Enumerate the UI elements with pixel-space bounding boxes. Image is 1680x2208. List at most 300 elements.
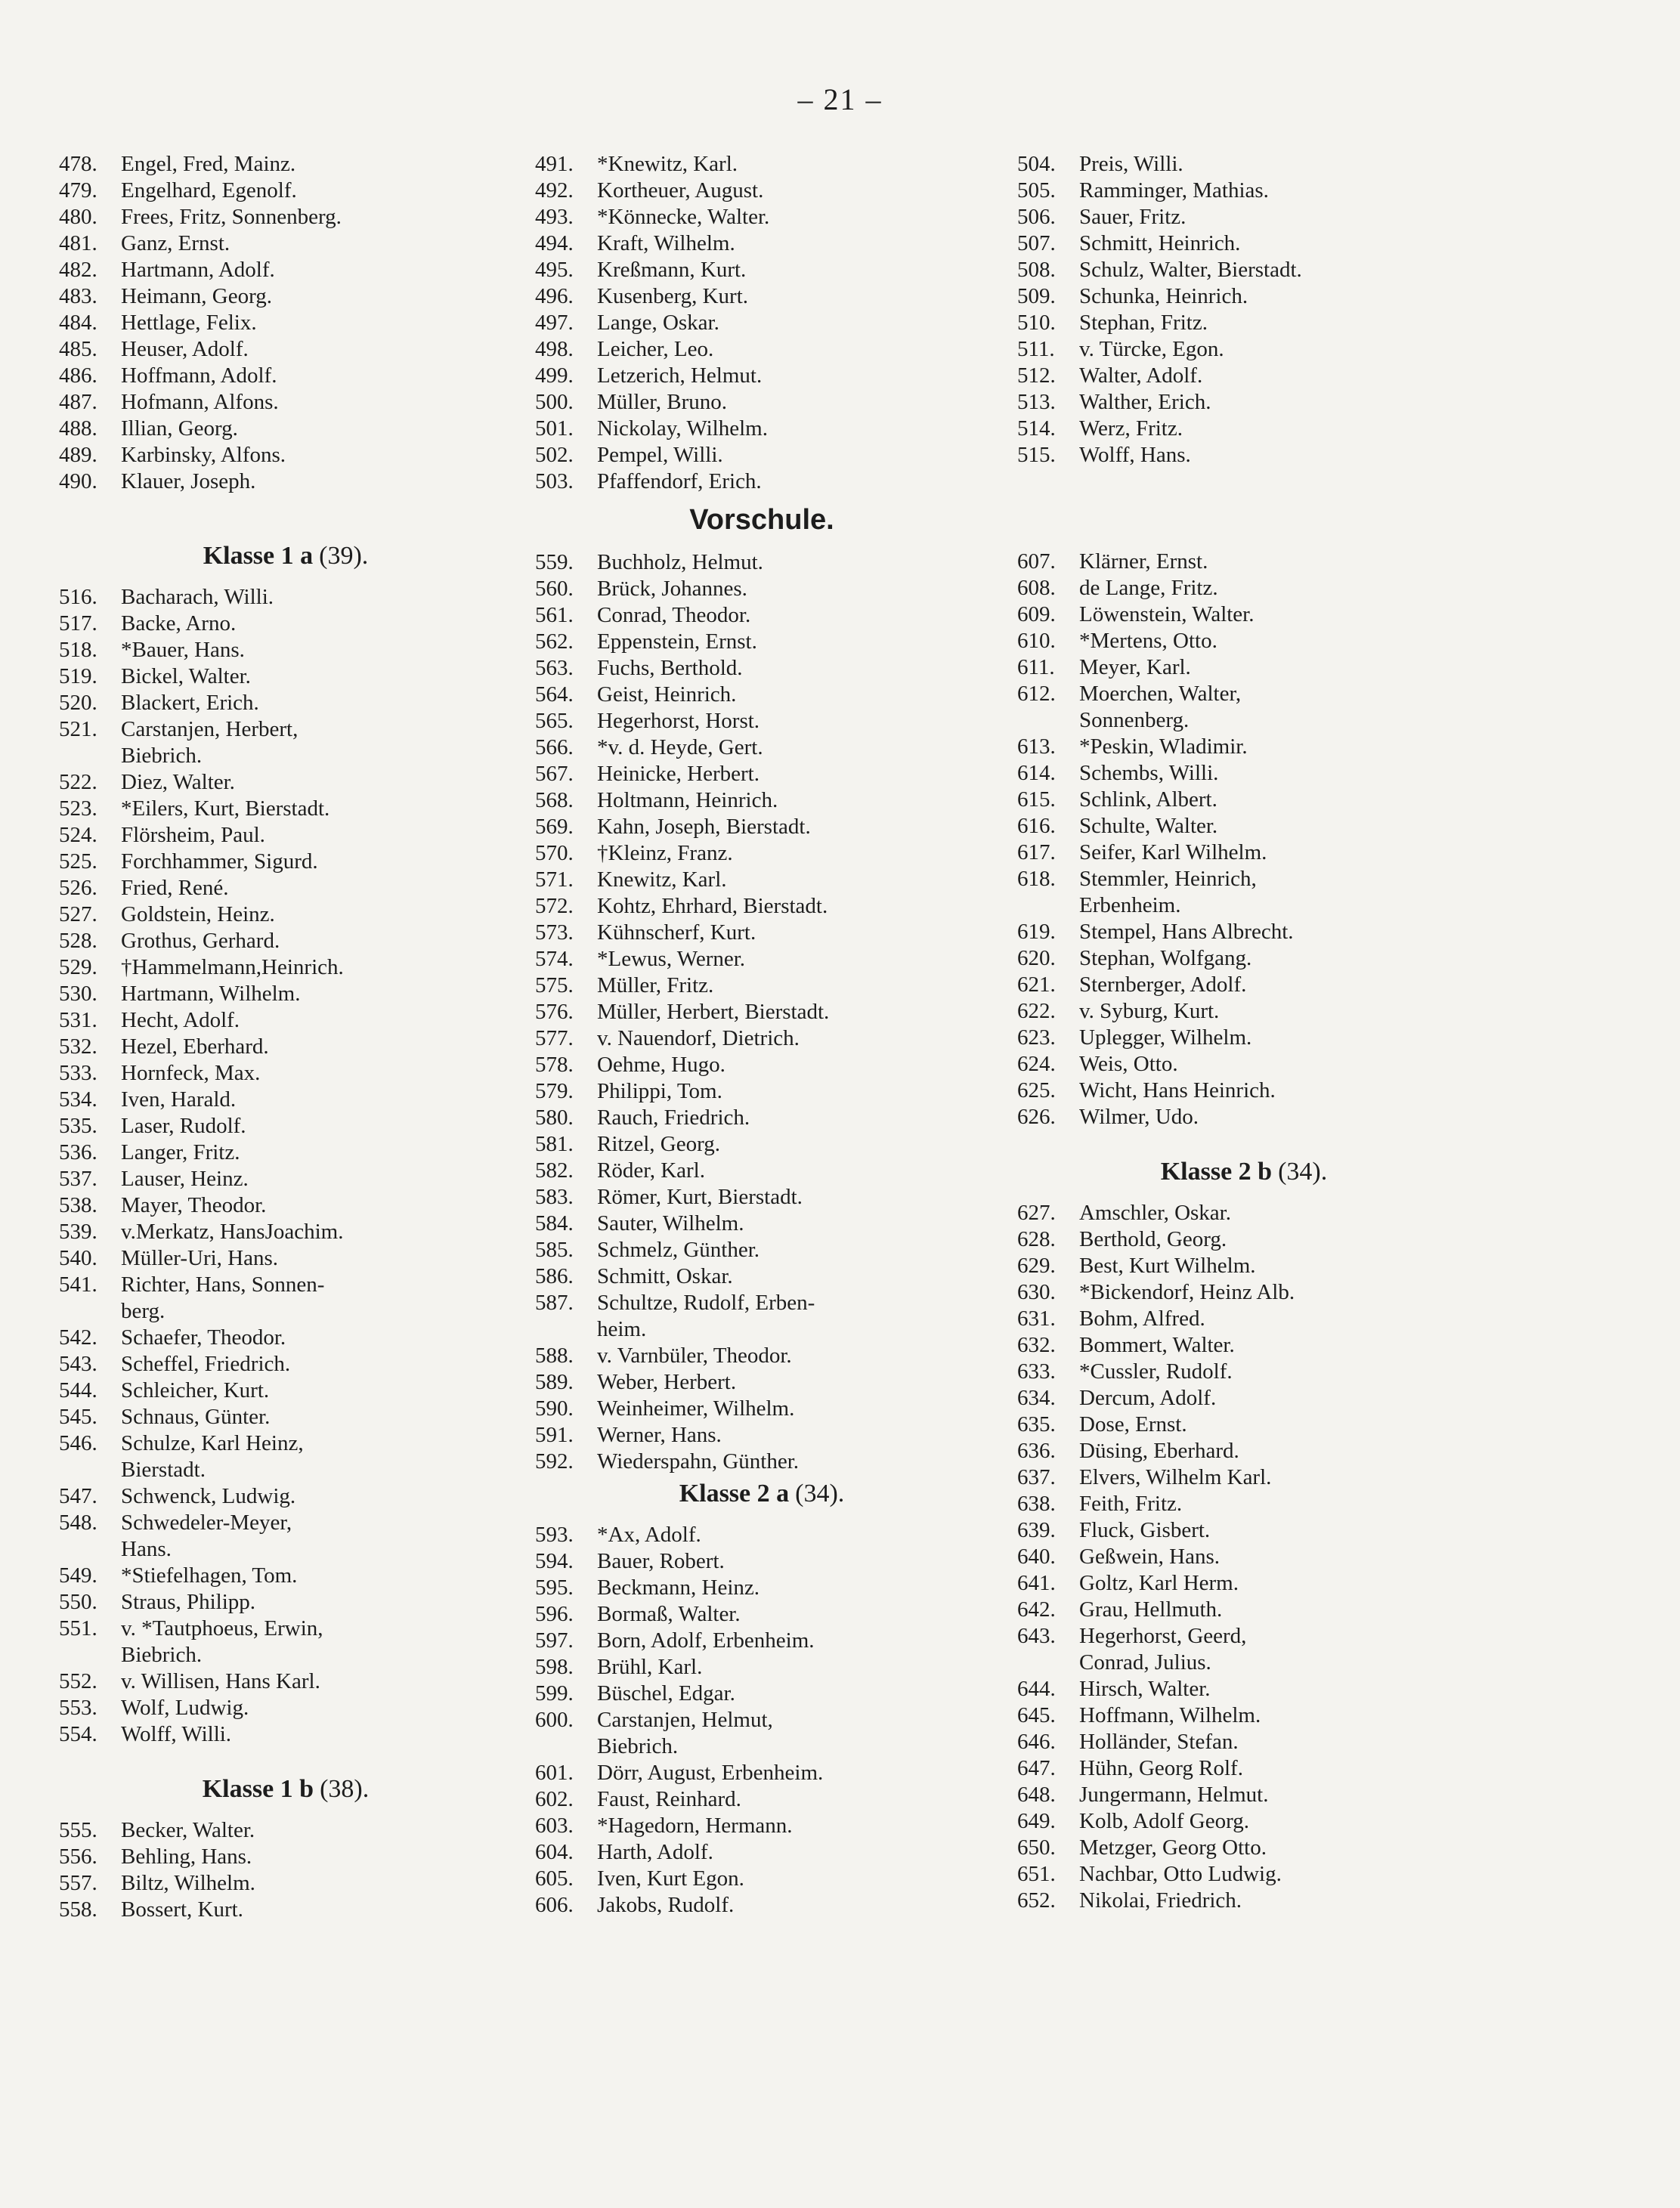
entry-number: 515. — [1017, 443, 1056, 467]
class-title: Klasse 2 a — [679, 1480, 790, 1508]
entry-number: 500. — [535, 390, 574, 414]
list-item — [59, 389, 512, 416]
entry-number: 519. — [59, 664, 97, 688]
list-item — [59, 1668, 512, 1695]
entry-number: 644. — [1017, 1677, 1056, 1701]
list-item — [1017, 681, 1471, 734]
list-item — [1017, 1570, 1471, 1597]
name-list — [535, 1522, 989, 1919]
entry-number: 554. — [59, 1722, 97, 1746]
entry-name: Forchhammer, Sigurd. — [121, 849, 318, 874]
entry-number: 592. — [535, 1449, 574, 1474]
entry-number: 651. — [1017, 1862, 1056, 1886]
entry-name: *Stiefelhagen, Tom. — [121, 1563, 298, 1588]
entry-number: 627. — [1017, 1201, 1056, 1225]
entry-name: Letzerich, Helmut. — [597, 363, 763, 388]
list-item — [59, 151, 512, 178]
list-item — [535, 1654, 989, 1681]
list-item — [1017, 972, 1471, 998]
entry-number: 531. — [59, 1008, 97, 1032]
entry-name: Pempel, Willi. — [597, 443, 723, 467]
entry-number: 481. — [59, 231, 97, 255]
entry-name: *Hagedorn, Hermann. — [597, 1814, 793, 1838]
entry-name: Wolf, Ludwig. — [121, 1696, 249, 1720]
entry-name: Klauer, Joseph. — [121, 469, 256, 493]
list-item — [59, 1817, 512, 1844]
entry-number: 544. — [59, 1378, 97, 1402]
entry-number: 586. — [535, 1264, 574, 1288]
entry-name: Wiederspahn, Günther. — [597, 1449, 800, 1474]
list-item — [1017, 1104, 1471, 1130]
list-item — [535, 204, 989, 230]
entry-name: Nikolai, Friedrich. — [1079, 1888, 1242, 1913]
entry-name: Buchholz, Helmut. — [597, 550, 763, 574]
entry-number: 599. — [535, 1681, 574, 1705]
list-item — [535, 1025, 989, 1052]
column-spacer — [1017, 469, 1471, 549]
entry-name: Schmelz, Günther. — [597, 1238, 760, 1262]
entry-number: 533. — [59, 1061, 97, 1085]
entry-name: Dercum, Adolf. — [1079, 1386, 1217, 1410]
list-item — [1017, 1597, 1471, 1623]
name-list — [1017, 1200, 1471, 1914]
list-item — [1017, 283, 1471, 310]
entry-name: Nickolay, Wilhelm. — [597, 416, 768, 441]
entry-number: 530. — [59, 982, 97, 1006]
entry-number: 501. — [535, 416, 574, 441]
entry-name: Walther, Erich. — [1079, 390, 1211, 414]
column-left — [59, 151, 512, 1923]
entry-name: Meyer, Karl. — [1079, 655, 1191, 679]
list-item — [59, 469, 512, 495]
entry-number: 617. — [1017, 840, 1056, 864]
list-item — [59, 716, 512, 769]
entry-name: Wolff, Hans. — [1079, 443, 1191, 467]
entry-name: de Lange, Fritz. — [1079, 576, 1218, 600]
list-item — [535, 973, 989, 999]
list-item — [1017, 1544, 1471, 1570]
entry-number: 589. — [535, 1370, 574, 1394]
entry-name: Walter, Adolf. — [1079, 363, 1203, 388]
list-item — [535, 734, 989, 761]
entry-number: 591. — [535, 1423, 574, 1447]
list-item — [59, 1113, 512, 1140]
entry-number: 479. — [59, 178, 97, 203]
list-item — [535, 787, 989, 814]
list-item — [59, 611, 512, 637]
entry-number: 639. — [1017, 1518, 1056, 1542]
entry-name: Schulze, Karl Heinz, Bierstadt. — [121, 1431, 304, 1482]
entry-number: 494. — [535, 231, 574, 255]
name-list — [1017, 151, 1471, 469]
list-item — [535, 682, 989, 708]
list-item — [535, 602, 989, 629]
entry-name: Bormaß, Walter. — [597, 1602, 741, 1626]
list-item — [1017, 1438, 1471, 1464]
entry-name: Kusenberg, Kurt. — [597, 284, 749, 308]
entry-name: Werner, Hans. — [597, 1423, 722, 1447]
entry-number: 487. — [59, 390, 97, 414]
list-item — [535, 1078, 989, 1105]
entry-number: 523. — [59, 796, 97, 821]
list-item — [535, 708, 989, 734]
list-item — [1017, 866, 1471, 919]
entry-name: Backe, Arno. — [121, 611, 237, 635]
list-item — [1017, 1385, 1471, 1412]
entry-number: 648. — [1017, 1783, 1056, 1807]
entry-number: 569. — [535, 815, 574, 839]
entry-name: Born, Adolf, Erbenheim. — [597, 1628, 815, 1653]
entry-number: 611. — [1017, 655, 1055, 679]
list-item — [1017, 178, 1471, 204]
list-item — [59, 954, 512, 981]
list-item — [535, 151, 989, 178]
entry-number: 593. — [535, 1523, 574, 1547]
entry-name: Kortheuer, August. — [597, 178, 764, 203]
entry-number: 492. — [535, 178, 574, 203]
list-item — [1017, 1782, 1471, 1808]
entry-name: Straus, Philipp. — [121, 1590, 256, 1614]
entry-name: *Könnecke, Walter. — [597, 205, 770, 229]
entry-number: 529. — [59, 955, 97, 979]
list-item — [1017, 601, 1471, 628]
class-heading — [1017, 1158, 1471, 1186]
entry-number: 504. — [1017, 152, 1056, 176]
class-title: Klasse 1 b — [202, 1775, 314, 1803]
entry-name: Hirsch, Walter. — [1079, 1677, 1211, 1701]
entry-number: 620. — [1017, 946, 1056, 970]
list-item — [535, 257, 989, 283]
entry-name: Philippi, Tom. — [597, 1079, 722, 1103]
entry-number: 495. — [535, 258, 574, 282]
list-item — [1017, 1676, 1471, 1702]
entry-name: Schunka, Heinrich. — [1079, 284, 1248, 308]
list-item — [59, 822, 512, 849]
list-item — [535, 761, 989, 787]
entry-number: 601. — [535, 1761, 574, 1785]
entry-name: Hoffmann, Wilhelm. — [1079, 1703, 1261, 1727]
entry-name: Hühn, Georg Rolf. — [1079, 1756, 1243, 1780]
entry-name: Preis, Willi. — [1079, 152, 1183, 176]
list-item — [59, 1272, 512, 1325]
entry-name: Kreßmann, Kurt. — [597, 258, 747, 282]
entry-number: 506. — [1017, 205, 1056, 229]
entry-name: Schembs, Willi. — [1079, 761, 1219, 785]
entry-name: *Knewitz, Karl. — [597, 152, 738, 176]
entry-name: v. Syburg, Kurt. — [1079, 999, 1220, 1023]
entry-number: 571. — [535, 867, 574, 892]
entry-number: 489. — [59, 443, 97, 467]
page-number: – 21 – — [797, 82, 883, 116]
entry-name: Becker, Walter. — [121, 1818, 255, 1842]
entry-number: 542. — [59, 1325, 97, 1350]
entry-name: Stephan, Fritz. — [1079, 311, 1208, 335]
entry-name: Müller, Bruno. — [597, 390, 728, 414]
entry-number: 645. — [1017, 1703, 1056, 1727]
entry-name: Conrad, Theodor. — [597, 603, 751, 627]
entry-number: 616. — [1017, 814, 1056, 838]
entry-number: 508. — [1017, 258, 1056, 282]
entry-number: 499. — [535, 363, 574, 388]
entry-name: Schnaus, Günter. — [121, 1405, 271, 1429]
list-item — [59, 1721, 512, 1748]
class-heading — [59, 1775, 512, 1804]
list-item — [1017, 628, 1471, 654]
entry-name: Geist, Heinrich. — [597, 682, 737, 707]
name-list — [535, 151, 989, 495]
list-item — [1017, 1888, 1471, 1914]
list-item — [535, 1237, 989, 1263]
entry-number: 580. — [535, 1106, 574, 1130]
list-item — [535, 629, 989, 655]
entry-name: Berthold, Georg. — [1079, 1227, 1227, 1251]
entry-name: Römer, Kurt, Bierstadt. — [597, 1185, 803, 1209]
entry-number: 635. — [1017, 1412, 1056, 1436]
list-item — [535, 469, 989, 495]
list-item — [59, 663, 512, 690]
list-item — [1017, 549, 1471, 575]
entry-name: Bohm, Alfred. — [1079, 1307, 1205, 1331]
list-item — [59, 416, 512, 442]
entry-number: 643. — [1017, 1624, 1056, 1648]
list-item — [1017, 442, 1471, 469]
entry-number: 629. — [1017, 1254, 1056, 1278]
list-item — [59, 257, 512, 283]
entry-name: Goldstein, Heinz. — [121, 902, 275, 926]
entry-name: Stephan, Wolfgang. — [1079, 946, 1252, 970]
entry-number: 600. — [535, 1708, 574, 1732]
entry-number: 587. — [535, 1291, 574, 1315]
entry-number: 483. — [59, 284, 97, 308]
list-item — [535, 1892, 989, 1919]
entry-number: 606. — [535, 1893, 574, 1917]
entry-name: Diez, Walter. — [121, 770, 235, 794]
entry-number: 626. — [1017, 1105, 1056, 1129]
class-count: (34). — [795, 1480, 845, 1508]
list-item — [535, 1422, 989, 1449]
list-item — [59, 336, 512, 363]
entry-number: 610. — [1017, 629, 1056, 653]
list-item — [1017, 1808, 1471, 1835]
list-item — [535, 1343, 989, 1369]
entry-name: Knewitz, Karl. — [597, 867, 727, 892]
entry-number: 510. — [1017, 311, 1056, 335]
entry-number: 628. — [1017, 1227, 1056, 1251]
class-heading — [535, 1480, 989, 1508]
list-item — [1017, 389, 1471, 416]
entry-name: Langer, Fritz. — [121, 1140, 240, 1164]
list-item — [59, 1007, 512, 1034]
list-item — [535, 1052, 989, 1078]
entry-number: 562. — [535, 629, 574, 654]
entry-name: Carstanjen, Herbert, Biebrich. — [121, 717, 299, 768]
class-title: Klasse 1 a — [203, 542, 314, 570]
list-item — [535, 178, 989, 204]
entry-number: 503. — [535, 469, 574, 493]
entry-name: Röder, Karl. — [597, 1158, 705, 1183]
entry-number: 560. — [535, 577, 574, 601]
entry-number: 608. — [1017, 576, 1056, 600]
entry-number: 559. — [535, 550, 574, 574]
list-item — [1017, 654, 1471, 681]
entry-number: 642. — [1017, 1597, 1056, 1622]
list-item — [1017, 310, 1471, 336]
list-item — [535, 1839, 989, 1866]
list-item — [535, 1707, 989, 1760]
entry-number: 624. — [1017, 1052, 1056, 1076]
entry-name: Flörsheim, Paul. — [121, 823, 265, 847]
list-item — [535, 840, 989, 867]
entry-name: Karbinsky, Alfons. — [121, 443, 286, 467]
entry-number: 480. — [59, 205, 97, 229]
entry-number: 525. — [59, 849, 97, 874]
entry-name: Carstanjen, Helmut, Biebrich. — [597, 1708, 773, 1758]
entry-number: 534. — [59, 1087, 97, 1112]
entry-name: Schaefer, Theodor. — [121, 1325, 286, 1350]
entry-number: 583. — [535, 1185, 574, 1209]
entry-number: 488. — [59, 416, 97, 441]
entry-name: Stemmler, Heinrich, Erbenheim. — [1079, 867, 1257, 917]
list-item — [535, 1681, 989, 1707]
list-item — [1017, 336, 1471, 363]
list-item — [59, 1510, 512, 1563]
entry-name: Brück, Johannes. — [597, 577, 747, 601]
entry-name: Hettlage, Felix. — [121, 311, 257, 335]
entry-number: 638. — [1017, 1492, 1056, 1516]
entry-name: Sternberger, Adolf. — [1079, 973, 1247, 997]
entry-name: Sauer, Fritz. — [1079, 205, 1187, 229]
entry-name: Kraft, Wilhelm. — [597, 231, 735, 255]
name-list — [59, 151, 512, 495]
entry-name: Rauch, Friedrich. — [597, 1106, 750, 1130]
entry-number: 552. — [59, 1669, 97, 1693]
list-item — [535, 920, 989, 946]
entry-name: Kolb, Adolf Georg. — [1079, 1809, 1250, 1833]
list-item — [535, 1866, 989, 1892]
entry-number: 513. — [1017, 390, 1056, 414]
entry-number: 512. — [1017, 363, 1056, 388]
entry-number: 514. — [1017, 416, 1056, 441]
entry-name: Weis, Otto. — [1079, 1052, 1178, 1076]
entry-number: 575. — [535, 973, 574, 997]
entry-number: 602. — [535, 1787, 574, 1811]
entry-name: Hegerhorst, Geerd, Conrad, Julius. — [1079, 1624, 1247, 1675]
entry-number: 540. — [59, 1246, 97, 1270]
list-item — [1017, 1359, 1471, 1385]
entry-number: 507. — [1017, 231, 1056, 255]
list-item — [1017, 1200, 1471, 1226]
entry-name: Sauter, Wilhelm. — [597, 1211, 744, 1235]
list-item — [59, 1166, 512, 1192]
entry-name: Wolff, Willi. — [121, 1722, 232, 1746]
list-item — [59, 1483, 512, 1510]
entry-name: Hofmann, Alfons. — [121, 390, 279, 414]
list-item — [1017, 1517, 1471, 1544]
list-item — [535, 1396, 989, 1422]
entry-number: 526. — [59, 876, 97, 900]
list-item — [59, 1563, 512, 1589]
list-item — [59, 849, 512, 875]
entry-name: Ganz, Ernst. — [121, 231, 230, 255]
entry-number: 527. — [59, 902, 97, 926]
list-item — [59, 1404, 512, 1430]
entry-number: 567. — [535, 762, 574, 786]
entry-number: 595. — [535, 1576, 574, 1600]
list-item — [1017, 787, 1471, 813]
entry-number: 538. — [59, 1193, 97, 1217]
entry-number: 548. — [59, 1511, 97, 1535]
entry-name: Uplegger, Wilhelm. — [1079, 1025, 1252, 1050]
list-item — [1017, 1464, 1471, 1491]
entry-number: 478. — [59, 152, 97, 176]
list-item — [59, 1616, 512, 1668]
entry-name: Metzger, Georg Otto. — [1079, 1835, 1267, 1860]
list-item — [535, 1449, 989, 1475]
entry-name: Wilmer, Udo. — [1079, 1105, 1199, 1129]
list-item — [59, 1060, 512, 1087]
entry-number: 572. — [535, 894, 574, 918]
list-item — [59, 363, 512, 389]
list-item — [59, 1695, 512, 1721]
entry-name: Ramminger, Mathias. — [1079, 178, 1269, 203]
list-item — [59, 1430, 512, 1483]
list-item — [59, 178, 512, 204]
entry-name: Heuser, Adolf. — [121, 337, 249, 361]
entry-number: 576. — [535, 1000, 574, 1024]
class-title: Klasse 2 b — [1160, 1158, 1273, 1186]
list-item — [1017, 1412, 1471, 1438]
entry-name: Iven, Harald. — [121, 1087, 237, 1112]
list-item — [59, 1870, 512, 1897]
entry-name: Bacharach, Willi. — [121, 585, 274, 609]
entry-name: Bickel, Walter. — [121, 664, 251, 688]
list-item — [1017, 998, 1471, 1025]
entry-name: *Peskin, Wladimir. — [1079, 734, 1248, 759]
entry-name: Grothus, Gerhard. — [121, 929, 280, 953]
entry-number: 581. — [535, 1132, 574, 1156]
list-item — [59, 875, 512, 901]
entry-number: 594. — [535, 1549, 574, 1573]
list-item — [1017, 363, 1471, 389]
list-item — [1017, 1861, 1471, 1888]
entry-number: 493. — [535, 205, 574, 229]
list-item — [1017, 1306, 1471, 1332]
entry-name: v. *Tautphoeus, Erwin, Biebrich. — [121, 1616, 323, 1667]
entry-number: 634. — [1017, 1386, 1056, 1410]
entry-name: Behling, Hans. — [121, 1845, 252, 1869]
entry-name: Frees, Fritz, Sonnenberg. — [121, 205, 342, 229]
list-item — [535, 1131, 989, 1158]
list-item — [535, 814, 989, 840]
entry-name: Goltz, Karl Herm. — [1079, 1571, 1239, 1595]
entry-number: 607. — [1017, 549, 1056, 574]
list-item — [59, 584, 512, 611]
entry-name: Engel, Fred, Mainz. — [121, 152, 296, 176]
class-count: (39). — [319, 542, 369, 570]
entry-number: 522. — [59, 770, 97, 794]
entry-name: Müller-Uri, Hans. — [121, 1246, 279, 1270]
entry-number: 547. — [59, 1484, 97, 1508]
entry-name: Schlink, Albert. — [1079, 787, 1217, 812]
list-item — [59, 204, 512, 230]
entry-name: *Bickendorf, Heinz Alb. — [1079, 1280, 1295, 1304]
list-item — [59, 1140, 512, 1166]
entry-number: 641. — [1017, 1571, 1056, 1595]
entry-name: Leicher, Leo. — [597, 337, 714, 361]
entry-number: 630. — [1017, 1280, 1056, 1304]
list-item — [59, 901, 512, 928]
entry-number: 490. — [59, 469, 97, 493]
